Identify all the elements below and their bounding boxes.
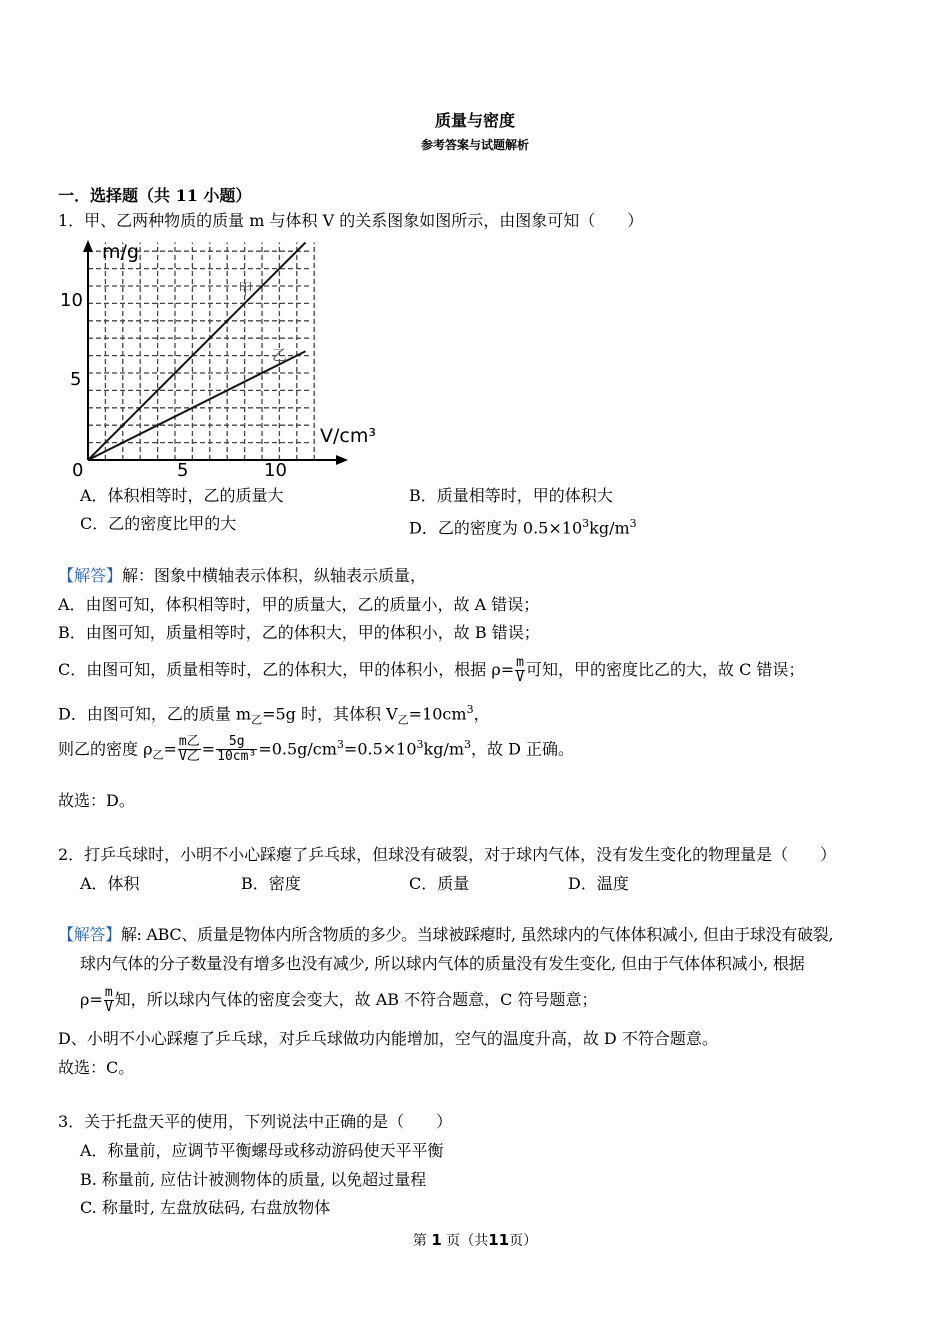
q2-answer-line1: 【解答】解: ABC、质量是物体内所含物质的多少。当球被踩瘪时, 虽然球内的气体体积减小, 但由于球没有破裂, (58, 925, 834, 944)
q3-stem: 3．关于托盘天平的使用，下列说法中正确的是（ ） (58, 1112, 453, 1131)
x-axis-label: V/cm³ (320, 425, 376, 447)
series-label-jia: 甲 (238, 280, 254, 298)
q2-stem: 2．打乒乓球时，小明不小心踩瘪了乒乓球，但球没有破裂，对于球内气体，没有发生变化的物理量是（ ） (58, 845, 837, 864)
mass-volume-graph (58, 236, 398, 481)
q1-option-a: A．体积相等时，乙的质量大 (80, 486, 284, 505)
origin-label: 0 (72, 460, 84, 481)
page-title: 质量与密度 (434, 111, 515, 130)
page-subtitle: 参考答案与试题解析 (420, 138, 529, 152)
q2-option-b: B．密度 (241, 874, 301, 893)
q1-option-c: C．乙的密度比甲的大 (80, 514, 237, 533)
calc-fraction-2: $\frac{5g}{\text{10cm³}}$ (217, 734, 257, 765)
page-footer: 第 1 页（共11页） (412, 1231, 538, 1249)
calc-fraction-1: $\frac{\text{m乙}}{\text{V乙}}$ (178, 734, 200, 765)
q1-answer-c: C．由图可知，质量相等时，乙的体积大，甲的体积小，根据 ρ= $\frac{m}{V}$ 可知，甲的密度比乙的大，故 C 错误； (58, 655, 805, 685)
answer-tag: 【解答】 (58, 925, 121, 944)
q1-option-b: B．质量相等时，甲的体积大 (409, 486, 613, 505)
x-axis-arrow (336, 455, 348, 465)
x-tick-5: 5 (177, 460, 189, 481)
q1-stem: 1．甲、乙两种物质的质量 m 与体积 V 的关系图象如图所示，由图象可知（ ） (58, 211, 644, 230)
q3-option-a: A．称量前，应调节平衡螺母或移动游码使天平平衡 (80, 1141, 444, 1160)
q2-option-a: A．体积 (80, 874, 140, 893)
y-tick-5: 5 (70, 369, 82, 390)
y-axis-label: m/g (102, 241, 139, 263)
answer-tag: 【解答】 (58, 566, 123, 585)
q2-option-d: D．温度 (568, 874, 629, 893)
q1-option-d: D．乙的密度为 $0.5\times 10^3kg/m^3$ (409, 517, 637, 538)
q1-answer-a: A．由图可知，体积相等时，甲的质量大，乙的质量小，故 A 错误； (58, 595, 540, 614)
page-number: 1 (431, 1231, 442, 1249)
q2-answer-choice: 故选：C。 (58, 1058, 135, 1077)
q1-answer-d: D．由图可知，乙的质量 $m_乙=5g$ 时，其体积 $V_乙=10cm^3$， (58, 703, 490, 727)
q2-answer-line4: D、小明不小心踩瘪了乒乓球，对乒乓球做功内能增加，空气的温度升高，故 D 不符合题意。 (58, 1029, 718, 1048)
section-heading: 一．选择题（共 11 小题） (58, 186, 252, 205)
q1-answer-b: B．由图可知，质量相等时，乙的体积大，甲的体积小，故 B 错误； (58, 623, 540, 642)
q2-option-c: C．质量 (409, 874, 470, 893)
series-label-yi: 乙 (272, 346, 288, 364)
q1-answer-intro: 【解答】解：图象中横轴表示体积，纵轴表示质量， (58, 566, 427, 585)
density-fraction: $\frac{m}{V}$ (516, 655, 524, 685)
q1-answer-choice: 故选：D。 (58, 791, 135, 810)
y-tick-10: 10 (60, 290, 83, 311)
q3-option-c: C. 称量时, 左盘放砝码, 右盘放物体 (80, 1198, 331, 1217)
q3-option-b: B. 称量前, 应估计被测物体的质量, 以免超过量程 (80, 1170, 427, 1189)
q2-answer-line2: 球内气体的分子数量没有增多也没有减少, 所以球内气体的质量没有发生变化, 但由于气体体积减小, 根据 (80, 954, 805, 973)
q2-answer-line3: ρ= $\frac{m}{V}$ 知，所以球内气体的密度会变大，故 AB 不符合题意，C 符号题意； (80, 985, 598, 1015)
page-total: 11 (488, 1231, 510, 1249)
density-fraction: $\frac{m}{V}$ (104, 985, 113, 1015)
q1-answer-calc: 则乙的密度 $\rho_乙=$ $\frac{\text{m乙}}{\text{V乙}}$ = $\frac{5g}{\text{10cm³}}$ $=0.5g/cm^3=0.5\times 10^3kg/m^3$，故 D 正确。 (58, 734, 575, 765)
y-axis-arrow (83, 240, 93, 252)
series-line-yi (88, 351, 306, 460)
x-tick-10: 10 (264, 460, 287, 481)
